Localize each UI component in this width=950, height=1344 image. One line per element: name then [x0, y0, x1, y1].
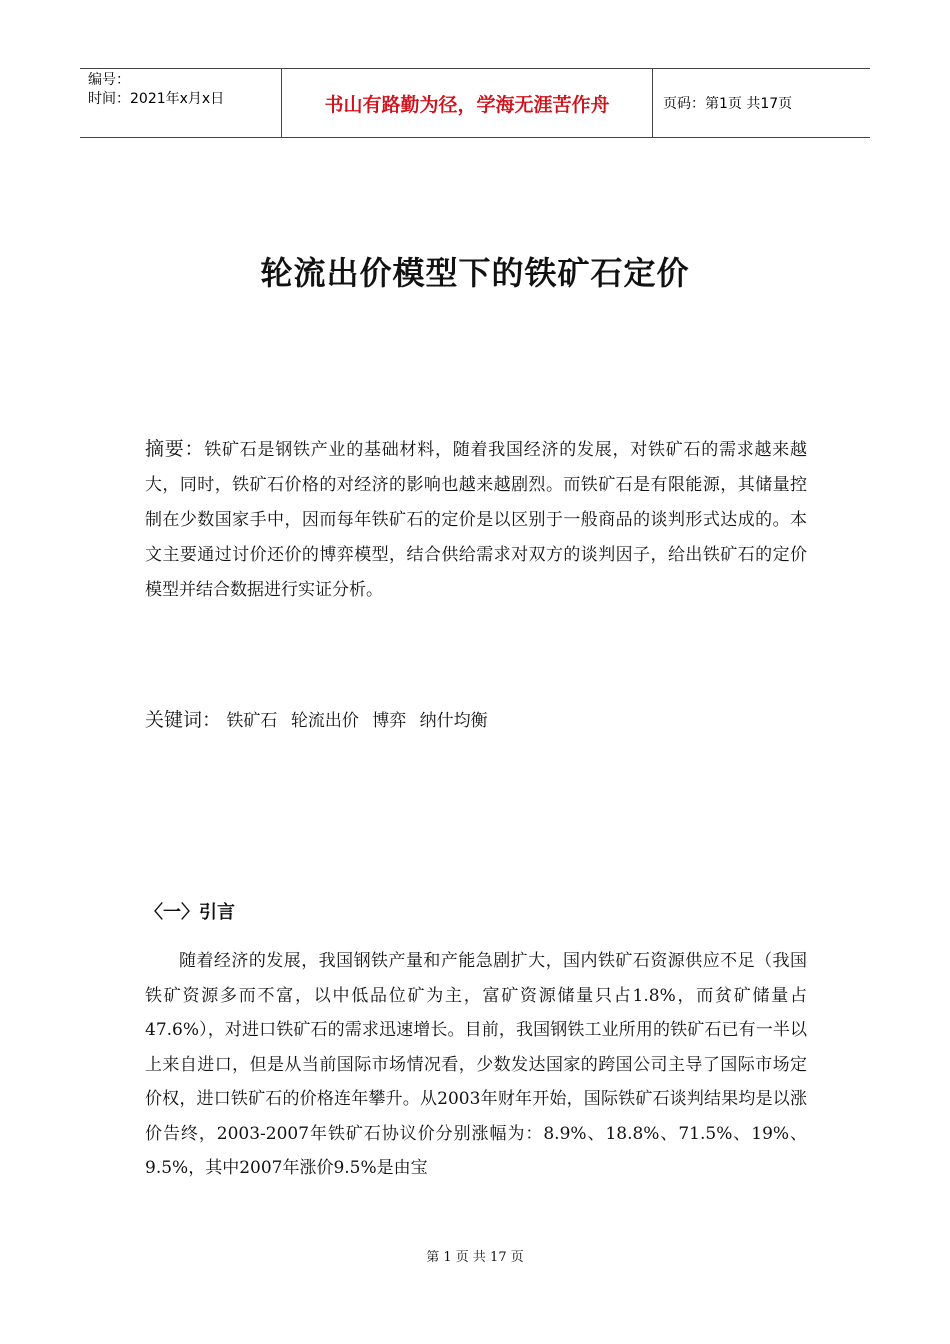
abstract: [145, 432, 807, 608]
document-number: 编号：: [88, 72, 130, 88]
body-paragraph: 随着经济的发展，我国钢铁产量和产能急剧扩大，国内铁矿石资源供应不足（我国铁矿资源多而不富，以中低品位矿为主，富矿资源储量只占1.8%，而贫矿储量占47.6%），对进口铁矿石的需求迅速增长。目前，我国钢铁工业所用的铁矿石已有一半以上来自进口，但是从当前国际市场情况看，少数发达国家的跨国公司主导了国际市场定价权，进口铁矿石的价格连年攀升。从2003年财年开始，国际铁矿石谈判结果均是以涨价告终，2003-2007年铁矿石协议价分别涨幅为：8.9%、18.8%、71.5%、19%、9.5%，其中2007年涨价9.5%是由宝: [145, 951, 807, 1178]
document-date: 时间：2021年x月x日: [88, 91, 225, 107]
abstract-label: 摘要：: [145, 438, 205, 460]
keywords: [145, 705, 807, 736]
document-title: 轮流出价模型下的铁矿石定价: [260, 254, 690, 292]
keywords-label: 关键词：: [145, 709, 222, 731]
header-meta-cell: [80, 69, 281, 137]
page-header: [80, 68, 870, 138]
header-motto: 书山有路勤为径，学海无涯苦作舟: [281, 69, 653, 137]
keyword: 纳什均衡: [419, 711, 488, 731]
keyword: 轮流出价: [290, 711, 359, 731]
header-page-info: 页码：第1页 共17页: [663, 96, 793, 112]
abstract-text: 铁矿石是钢铁产业的基础材料，随着我国经济的发展，对铁矿石的需求越来越大，同时，铁矿石价格的对经济的影响也越来越剧烈。而铁矿石是有限能源，其储量控制在少数国家手中，因而每年铁矿石的定价是以区别于一般商品的谈判形式达成的。本文主要通过讨价还价的博弈模型，结合供给需求对双方的谈判因子，给出铁矿石的定价模型并结合数据进行实证分析。: [145, 440, 807, 600]
keyword: 博弈: [372, 711, 407, 731]
page-footer: 第 1 页 共 17 页: [426, 1250, 524, 1265]
section-heading: 〈一〉引言: [145, 902, 235, 923]
keyword: 铁矿石: [226, 711, 278, 731]
